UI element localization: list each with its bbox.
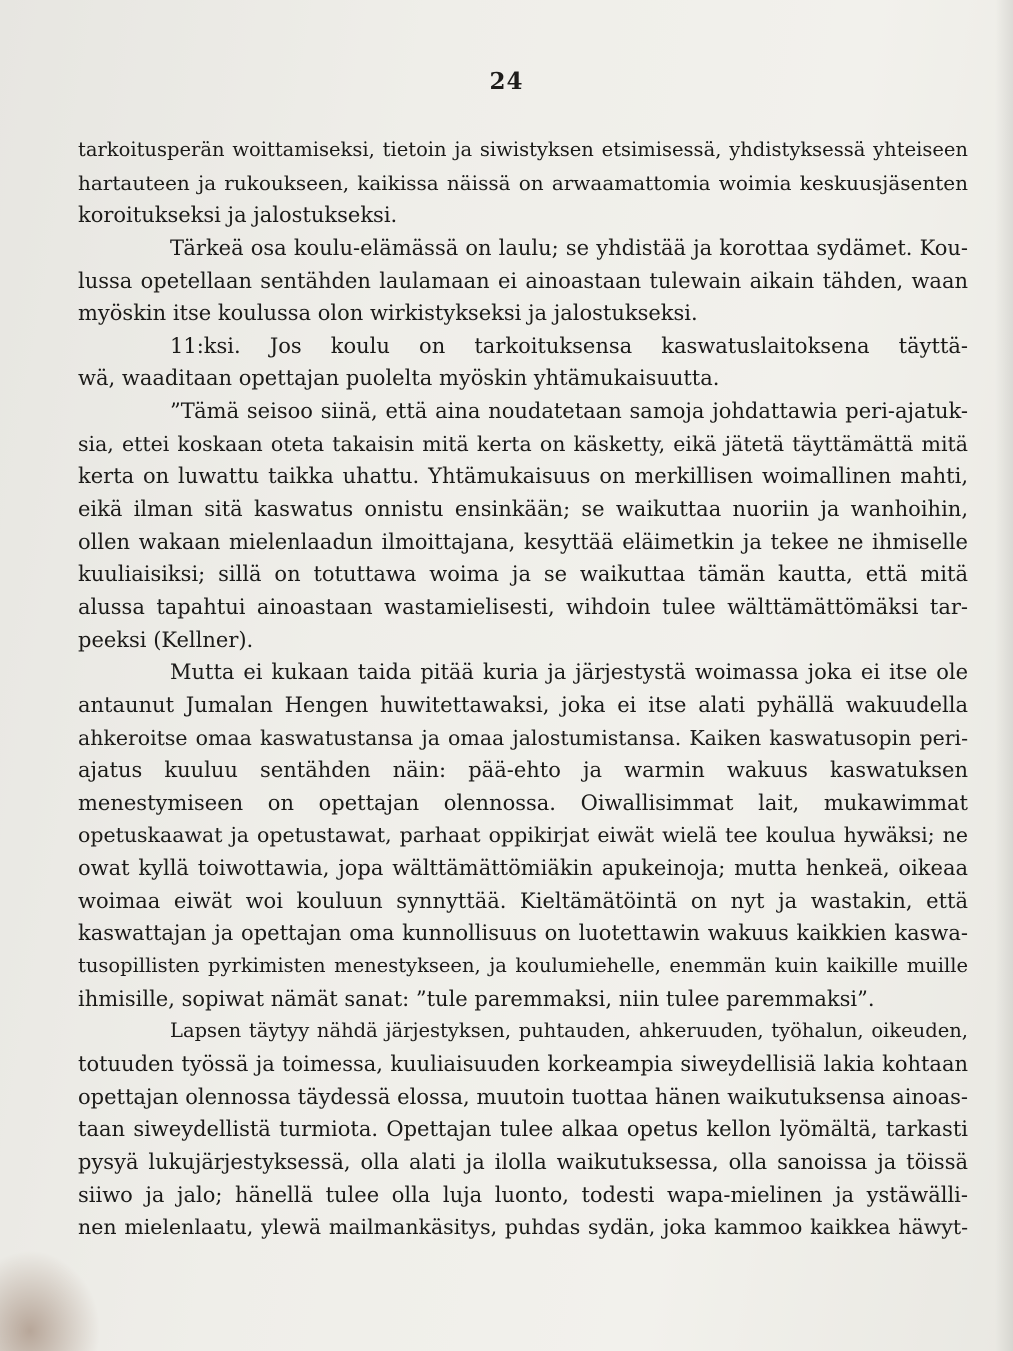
thumb-shadow — [0, 1251, 100, 1351]
quote-line: kuuliaisiksi; sillä on totuttawa woima ja se waikuttaa tämän kautta, että mitä — [78, 562, 968, 587]
text-line: menestymiseen on opettajan olennossa. Oiwallisimmat lait, mukawimmat — [78, 790, 968, 815]
text-line: tusopillisten pyrkimisten menestykseen, ja koulumiehelle, enemmän kuin kaikille muille — [78, 954, 968, 978]
text-line: Lapsen täytyy nähdä järjestyksen, puhtauden, ahkeruuden, työhalun, oikeuden, — [170, 1019, 968, 1043]
text-line: opettajan olennossa täydessä elossa, muutoin tuottaa hänen waikutuksensa ainoas- — [78, 1084, 968, 1109]
text-line: Tärkeä osa koulu-elämässä on laulu; se yhdistää ja korottaa sydämet. Kou- — [170, 235, 968, 260]
text-line: wä, waaditaan opettajan puolelta myöskin yhtämukaisuutta. — [78, 366, 720, 391]
quote-line: eikä ilman sitä kaswatus onnistu ensinkään; se waikuttaa nuoriin ja wanhoihin, — [78, 497, 968, 522]
text-line: tarkoitusperän woittamiseksi, tietoin ja siwistyksen etsimisessä, yhdistyksessä yhteiseen — [78, 138, 968, 161]
text-line: hartauteen ja rukoukseen, kaikissa näissä on arwaamattomia woimia keskuusjäsenten — [78, 170, 968, 195]
quote-line: peeksi (Kellner). — [78, 627, 254, 652]
text-line: ahkeroitse omaa kaswatustansa ja omaa jalostumistansa. Kaiken kaswatusopin peri- — [78, 725, 968, 750]
quote-line: ”Tämä seisoo siinä, että aina noudatetaan samoja johdattawia peri-ajatuk- — [170, 399, 968, 424]
text-line: totuuden työssä ja toimessa, kuuliaisuuden korkeampia siweydellisiä lakia kohtaan — [78, 1051, 968, 1076]
quote-line: sia, ettei koskaan oteta takaisin mitä kerta on käsketty, eikä jätetä täyttämättä mitä — [78, 431, 968, 456]
text-line: owat kyllä toiwottawia, jopa wälttämättömiäkin apukeinoja; mutta henkeä, oikeaa — [78, 856, 968, 881]
text-line: nen mielenlaatu, ylewä mailmankäsitys, puhdas sydän, joka kammoo kaikkea häwyt- — [78, 1215, 968, 1240]
text-line: Mutta ei kukaan taida pitää kuria ja järjestystä woimassa joka ei itse ole — [170, 660, 968, 685]
text-line: ihmisille, sopiwat nämät sanat: ”tule paremmaksi, niin tulee paremmaksi”. — [78, 986, 875, 1011]
text-line: taan siweydellistä turmiota. Opettajan tulee alkaa opetus kellon lyömältä, tarkasti — [78, 1117, 968, 1142]
text-line: pysyä lukujärjestyksessä, olla alati ja ilolla waikutuksessa, olla sanoissa ja töissä — [78, 1149, 968, 1174]
text-line: antaunut Jumalan Hengen huwitettawaksi, joka ei itse alati pyhällä wakuudella — [78, 692, 968, 717]
quote-line: kerta on luwattu taikka uhattu. Yhtämukaisuus on merkillisen woimallinen mahti, — [78, 464, 968, 489]
text-line: kaswattajan ja opettajan oma kunnollisuus on luotettawin wakuus kaikkien kaswa- — [78, 921, 968, 946]
text-line: opetuskaawat ja opetustawat, parhaat oppikirjat eiwät wielä tee koulua hywäksi; ne — [78, 823, 968, 848]
page-number: 24 — [489, 68, 524, 95]
section-heading-line: 11:ksi. Jos koulu on tarkoituksensa kaswatuslaitoksena täyttä- — [170, 333, 968, 358]
quote-line: ollen wakaan mielenlaadun ilmoittajana, kesyttää eläimetkin ja tekee ne ihmiselle — [78, 529, 968, 554]
text-line: lussa opetellaan sentähden laulamaan ei ainoastaan tulewain aikain tähden, waan — [78, 268, 968, 293]
text-line: siiwo ja jalo; hänellä tulee olla luja luonto, todesti wapa-mielinen ja ystäwälli- — [78, 1182, 968, 1207]
text-line: myöskin itse koulussa olon wirkistykseksi ja jalostukseksi. — [78, 301, 698, 326]
body-text — [78, 134, 968, 1244]
text-line: woimaa eiwät woi kouluun synnyttää. Kieltämätöintä on nyt ja wastakin, että — [78, 888, 968, 913]
text-line: koroitukseksi ja jalostukseksi. — [78, 203, 398, 228]
quote-line: alussa tapahtui ainoastaan wastamielisesti, wihdoin tulee wälttämättömäksi tar- — [78, 594, 968, 619]
page-edge-shadow — [995, 0, 1013, 1351]
text-line: ajatus kuuluu sentähden näin: pää-ehto ja warmin wakuus kaswatuksen — [78, 758, 968, 783]
